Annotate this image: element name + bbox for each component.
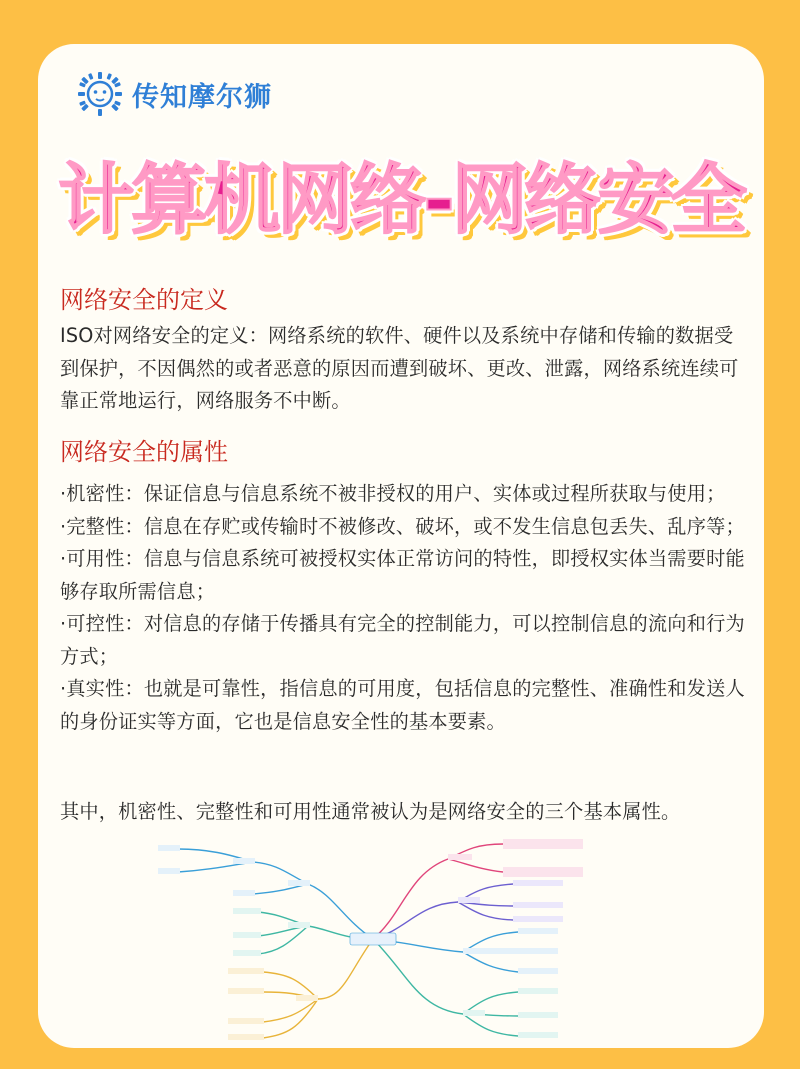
definition-text: ISO对网络安全的定义：网络系统的软件、硬件以及系统中存储和传输的数据受到保护，不因偶然的或者恶意的原因而遭到破坏、更改、泄露，网络系统连续可靠正常地运行，网络服务不中断。 <box>60 324 739 412</box>
mindmap-diagram-image <box>118 834 678 1044</box>
attributes-heading: 网络安全的属性 <box>60 438 228 466</box>
attributes-list <box>60 478 750 738</box>
attribute-authenticity: ·真实性：也就是可靠性，指信息的可用度，包括信息的完整性、准确性和发送人的身份证实等方面，它也是信息安全性的基本要素。 <box>60 677 745 733</box>
page-title: 计算机网络-网络安全 <box>58 155 744 244</box>
poster-card <box>38 44 764 1048</box>
brand-header <box>78 72 272 116</box>
attribute-integrity: ·完整性：信息在存贮或传输时不被修改、破坏，或不发生信息包丢失、乱序等； <box>60 514 745 538</box>
attributes-summary: 其中，机密性、完整性和可用性通常被认为是网络安全的三个基本属性。 <box>60 800 681 823</box>
lion-head-logo-icon <box>78 72 122 116</box>
attribute-controllability: ·可控性：对信息的存储于传播具有完全的控制能力，可以控制信息的流向和行为方式； <box>60 612 745 668</box>
definition-heading: 网络安全的定义 <box>60 286 228 314</box>
brand-name: 传知摩尔狮 <box>132 81 272 113</box>
attribute-availability: ·可用性：信息与信息系统可被授权实体正常访问的特性，即授权实体当需要时能够存取所需信息； <box>60 547 745 603</box>
attribute-confidentiality: ·机密性：保证信息与信息系统不被非授权的用户、实体或过程所获取与使用； <box>60 482 726 505</box>
